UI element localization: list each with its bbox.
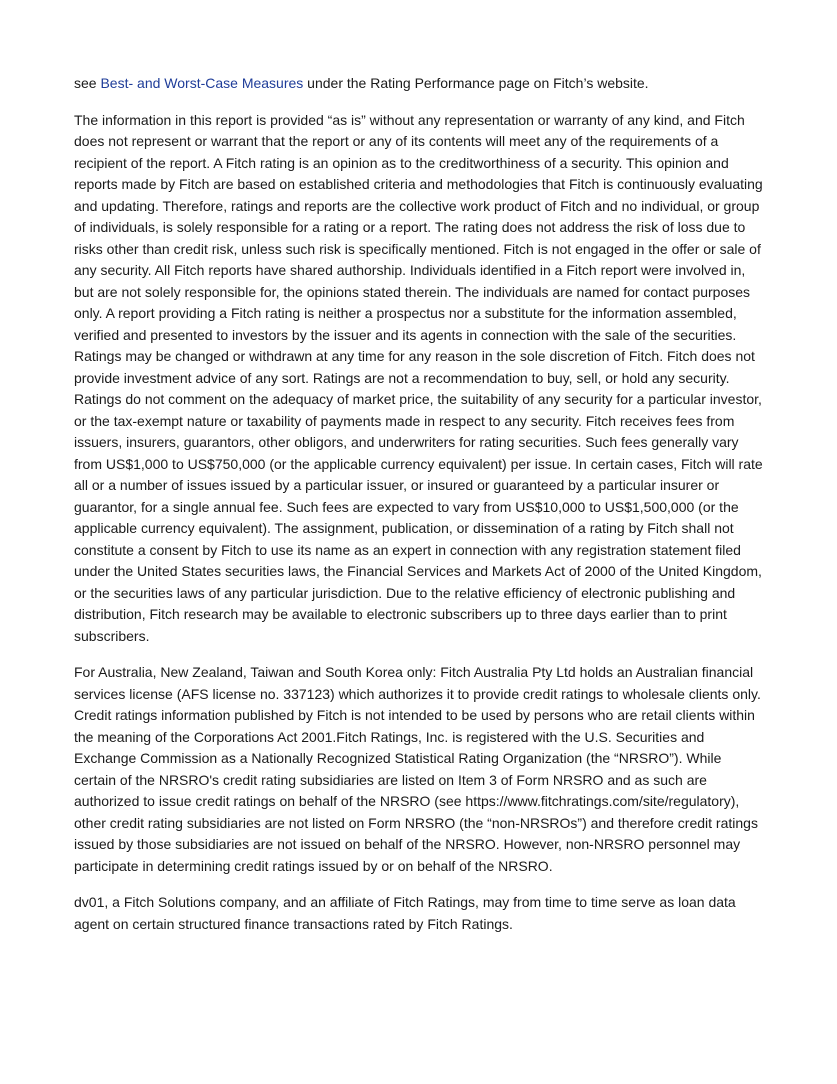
best-worst-case-link[interactable]: Best- and Worst-Case Measures	[100, 75, 304, 91]
australia-paragraph: For Australia, New Zealand, Taiwan and South Korea only: Fitch Australia Pty Ltd holds an Australian financial services license (AFS license no. 337123) which authorizes it to provide credit ratings to wholesale clients only. Credit ratings information published by Fitch is not intended to be used by persons who are retail clients within the meaning of the Corporations Act 2001.Fitch Ratings, Inc. is registered with the U.S. Securities and Exchange Commission as a Nationally Recognized Statistical Rating Organization (the “NRSRO”). While certain of the NRSRO's credit rating subsidiaries are listed on Item 3 of Form NRSRO and as such are authorized to issue credit ratings on behalf of the NRSRO (see https://www.fitchratings.com/site/regulatory), other credit rating subsidiaries are not listed on Form NRSRO (the “non-NRSROs”) and therefore credit ratings issued by those subsidiaries are not issued on behalf of the NRSRO. However, non-NRSRO personnel may participate in determining credit ratings issued by or on behalf of the NRSRO.	[74, 664, 761, 874]
intro-prefix: see	[74, 75, 101, 91]
disclaimer-paragraph: The information in this report is provided “as is” without any representation or warranty of any kind, and Fitch does not represent or warrant that the report or any of its contents will meet any of the requirements of a recipient of the report. A Fitch rating is an opinion as to the creditworthiness of a security. This opinion and reports made by Fitch are based on established criteria and methodologies that Fitch is continuously evaluating and updating. Therefore, ratings and reports are the collective work product of Fitch and no individual, or group of individuals, is solely responsible for a rating or a report. The rating does not address the risk of loss due to risks other than credit risk, unless such risk is specifically mentioned. Fitch is not engaged in the offer or sale of any security. All Fitch reports have shared authorship. Individuals identified in a Fitch report were involved in, but are not solely responsible for, the opinions stated therein. The individuals are named for contact purposes only. A report providing a Fitch rating is neither a prospectus nor a substitute for the information assembled, verified and presented to investors by the issuer and its agents in connection with the sale of the securities. Ratings may be changed or withdrawn at any time for any reason in the sole discretion of Fitch. Fitch does not provide investment advice of any sort. Ratings are not a recommendation to buy, sell, or hold any security. Ratings do not comment on the adequacy of market price, the suitability of any security for a particular investor, or the tax-exempt nature or taxability of payments made in respect to any security. Fitch receives fees from issuers, insurers, guarantors, other obligors, and underwriters for rating securities. Such fees generally vary from US$1,000 to US$750,000 (or the applicable currency equivalent) per issue. In certain cases, Fitch will rate all or a number of issues issued by a particular issuer, or insured or guaranteed by a particular insurer or guarantor, for a single annual fee. Such fees are expected to vary from US$10,000 to US$1,500,000 (or the applicable currency equivalent). The assignment, publication, or dissemination of a rating by Fitch shall not constitute a consent by Fitch to use its name as an expert in connection with any registration statement filed under the United States securities laws, the Financial Services and Markets Act of 2000 of the United Kingdom, or the securities laws of any particular jurisdiction. Due to the relative efficiency of electronic publishing and distribution, Fitch research may be available to electronic subscribers up to three days earlier than to print subscribers.	[74, 111, 763, 644]
intro-suffix: under the Rating Performance page on Fitch’s website.	[303, 75, 649, 91]
dv01-paragraph: dv01, a Fitch Solutions company, and an affiliate of Fitch Ratings, may from time to time serve as loan data agent on certain structured finance transactions rated by Fitch Ratings.	[74, 894, 736, 932]
document-page	[74, 73, 766, 950]
intro-paragraph	[74, 73, 766, 95]
